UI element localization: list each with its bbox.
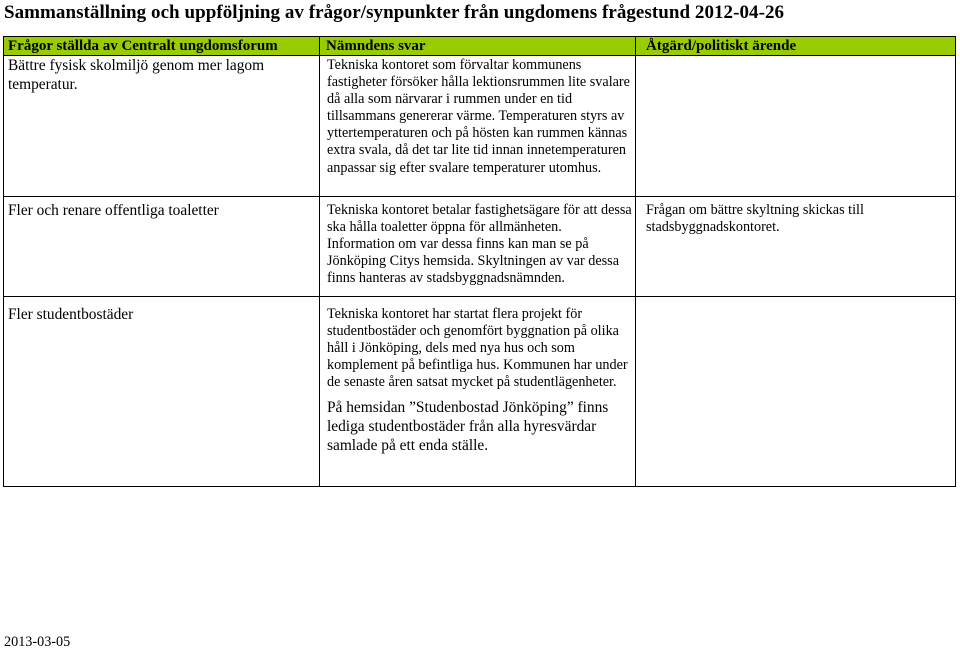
footer-date: 2013-03-05	[4, 634, 71, 650]
question-cell: Fler och renare offentliga toaletter	[8, 202, 219, 219]
column-header-action: Åtgärd/politiskt ärende	[646, 38, 797, 54]
follow-up-table	[3, 36, 956, 487]
row-divider	[3, 196, 956, 197]
question-cell: Bättre fysisk skolmiljö genom mer lagom temperatur.	[8, 57, 265, 93]
answer-cell	[327, 306, 632, 455]
table-border-top	[3, 36, 956, 37]
answer-cell: Tekniska kontoret som förvaltar kommunens fastigheter försöker hålla lektionsrummen lite svalare då alla som närvarar i rummen under en tid tillsammans genererar värme. Temperaturen styrs av yttertemperaturen och på hösten kan rummen kännas extra svala, då det tar lite tid innan innetemperaturen anpassar sig efter svalare temperaturer utomhus.	[327, 57, 630, 176]
answer-cell: Tekniska kontoret betalar fastighetsägare för att dessa ska hålla toaletter öppna för allmänheten. Information om var dessa finns kan man se på Jönköping Citys hemsida. Skyltningen av var dessa finns hanteras av stadsbyggnadsnämnden.	[327, 202, 632, 287]
action-cell: Frågan om bättre skyltning skickas till stadsbyggnadskontoret.	[646, 202, 864, 236]
table-border-right	[955, 36, 956, 487]
page-title: Sammanställning och uppföljning av frågor/synpunkter från ungdomens frågestund 2012-04-26	[4, 2, 785, 23]
row-divider	[3, 296, 956, 297]
header-row-divider	[3, 55, 956, 56]
column-divider	[319, 36, 320, 487]
table-border-bottom	[3, 486, 956, 487]
column-header-answer: Nämndens svar	[326, 38, 426, 54]
column-divider	[635, 36, 636, 487]
answer-paragraph: Tekniska kontoret har startat flera projekt för studentbostäder och genomfört byggnation på olika håll i Jönköping, dels med nya hus och som komplement på befintliga hus. Kommunen har under de senaste åren satsat mycket på studentlägenheter.	[327, 306, 628, 391]
table-border-left	[3, 36, 4, 487]
answer-paragraph-extra: På hemsidan ”Studenbostad Jönköping” finns lediga studentbostäder från alla hyresvärdar samlade på ett enda ställe.	[327, 399, 609, 454]
column-header-questions: Frågor ställda av Centralt ungdomsforum	[8, 38, 278, 54]
question-cell: Fler studentbostäder	[8, 306, 134, 323]
